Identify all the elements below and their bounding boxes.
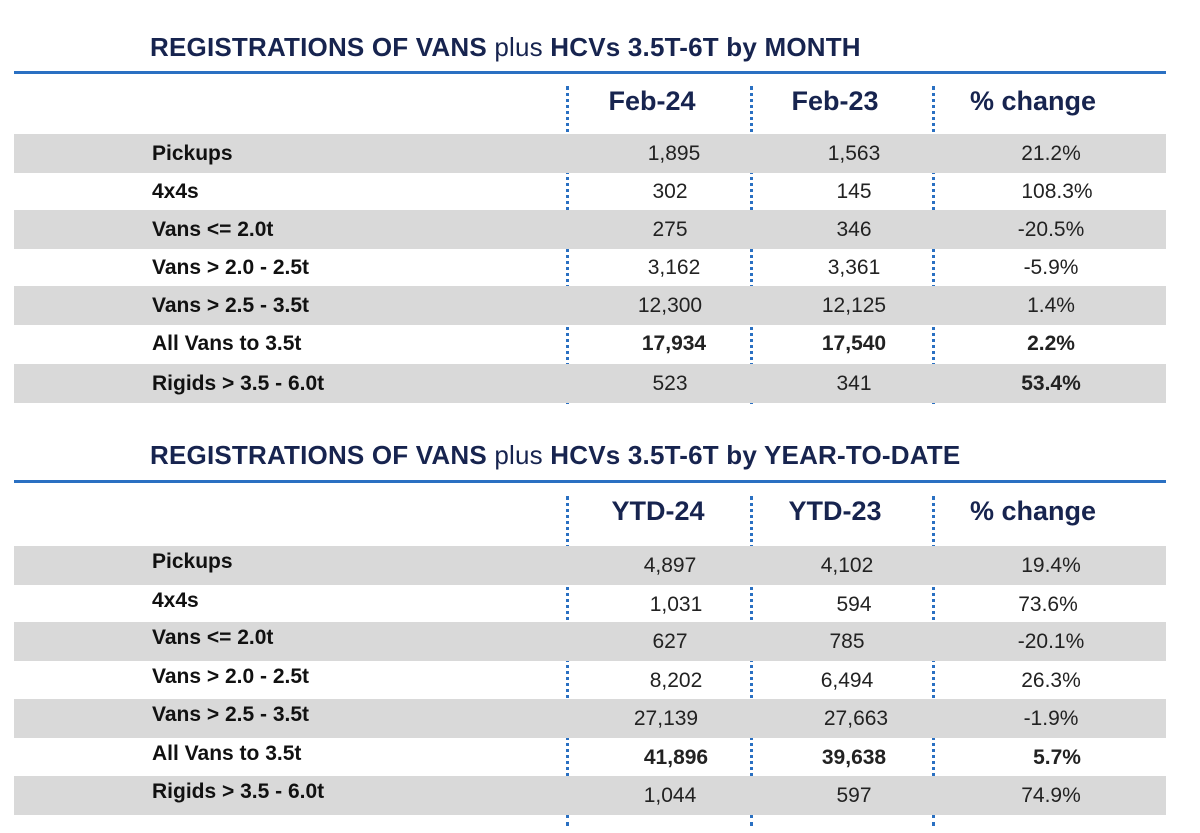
current-value: 4,897 [643, 554, 697, 577]
change-value: 5.7% [1033, 746, 1081, 769]
current-value: 1,044 [643, 784, 697, 807]
change-value: 21.2% [1021, 142, 1081, 165]
change-value: 26.3% [1021, 669, 1081, 692]
current-value: 1,031 [649, 593, 703, 616]
change-value: 74.9% [1021, 784, 1081, 807]
table-row [14, 172, 1166, 211]
change-value: 53.4% [1021, 372, 1081, 395]
change-value: -20.1% [1017, 630, 1085, 653]
header-rule [14, 480, 1166, 483]
column-header-current: Feb-24 [608, 86, 696, 116]
row-label: Pickups [152, 550, 233, 573]
previous-value: 17,540 [821, 332, 887, 355]
previous-value: 39,638 [821, 746, 887, 769]
column-header-change: % change [969, 86, 1097, 116]
change-value: -1.9% [1023, 707, 1079, 730]
column-header-change: % change [969, 496, 1097, 526]
column-header-previous: Feb-23 [791, 86, 879, 116]
row-label: Rigids > 3.5 - 6.0t [152, 780, 325, 803]
table-title [150, 440, 960, 471]
current-value: 3,162 [647, 256, 701, 279]
table-row [14, 776, 1166, 815]
table-row-total [14, 324, 1166, 363]
title-plus: plus [494, 32, 543, 62]
current-value: 41,896 [643, 746, 709, 769]
change-value: 19.4% [1021, 554, 1081, 577]
table-row [14, 248, 1166, 287]
previous-value: 3,361 [827, 256, 881, 279]
row-label: Vans > 2.0 - 2.5t [152, 256, 310, 279]
change-value: 1.4% [1027, 294, 1075, 317]
row-label: Vans <= 2.0t [152, 626, 274, 649]
row-label: Pickups [152, 142, 233, 165]
title-part1: REGISTRATIONS OF VANS [150, 32, 487, 62]
row-label: Rigids > 3.5 - 6.0t [152, 372, 325, 395]
table-row [14, 134, 1166, 173]
row-label: 4x4s [152, 589, 199, 612]
previous-value: 12,125 [821, 294, 887, 317]
change-value: -20.5% [1017, 218, 1085, 241]
table-title [150, 32, 861, 63]
current-value: 1,895 [647, 142, 701, 165]
table-row [14, 546, 1166, 585]
table-row [14, 364, 1166, 403]
previous-value: 785 [829, 630, 865, 653]
title-part1: REGISTRATIONS OF VANS [150, 440, 487, 470]
previous-value: 6,494 [820, 669, 874, 692]
table-row [14, 286, 1166, 325]
table-row [14, 622, 1166, 661]
header-rule [14, 71, 1166, 74]
change-value: 108.3% [1021, 180, 1093, 203]
table-row [14, 210, 1166, 249]
previous-value: 145 [836, 180, 872, 203]
previous-value: 341 [836, 372, 872, 395]
change-value: -5.9% [1023, 256, 1079, 279]
table-row [14, 699, 1166, 738]
change-value: 73.6% [1018, 593, 1078, 616]
previous-value: 597 [836, 784, 872, 807]
current-value: 17,934 [641, 332, 707, 355]
row-label: Vans > 2.5 - 3.5t [152, 294, 310, 317]
row-label: Vans > 2.5 - 3.5t [152, 703, 310, 726]
title-part2: HCVs 3.5T-6T by YEAR-TO-DATE [550, 440, 961, 470]
current-value: 27,139 [633, 707, 699, 730]
current-value: 523 [652, 372, 688, 395]
row-label: Vans <= 2.0t [152, 218, 274, 241]
row-label: All Vans to 3.5t [152, 332, 302, 355]
previous-value: 27,663 [823, 707, 889, 730]
previous-value: 346 [836, 218, 872, 241]
previous-value: 4,102 [820, 554, 874, 577]
row-label: All Vans to 3.5t [152, 742, 302, 765]
title-part2: HCVs 3.5T-6T by MONTH [550, 32, 861, 62]
column-header-previous: YTD-23 [788, 496, 882, 526]
current-value: 8,202 [649, 669, 703, 692]
previous-value: 1,563 [827, 142, 881, 165]
row-label: Vans > 2.0 - 2.5t [152, 665, 310, 688]
current-value: 627 [652, 630, 688, 653]
change-value: 2.2% [1027, 332, 1075, 355]
current-value: 275 [652, 218, 688, 241]
current-value: 302 [652, 180, 688, 203]
column-header-current: YTD-24 [611, 496, 705, 526]
current-value: 12,300 [637, 294, 703, 317]
previous-value: 594 [836, 593, 872, 616]
row-label: 4x4s [152, 180, 199, 203]
title-plus: plus [494, 440, 543, 470]
